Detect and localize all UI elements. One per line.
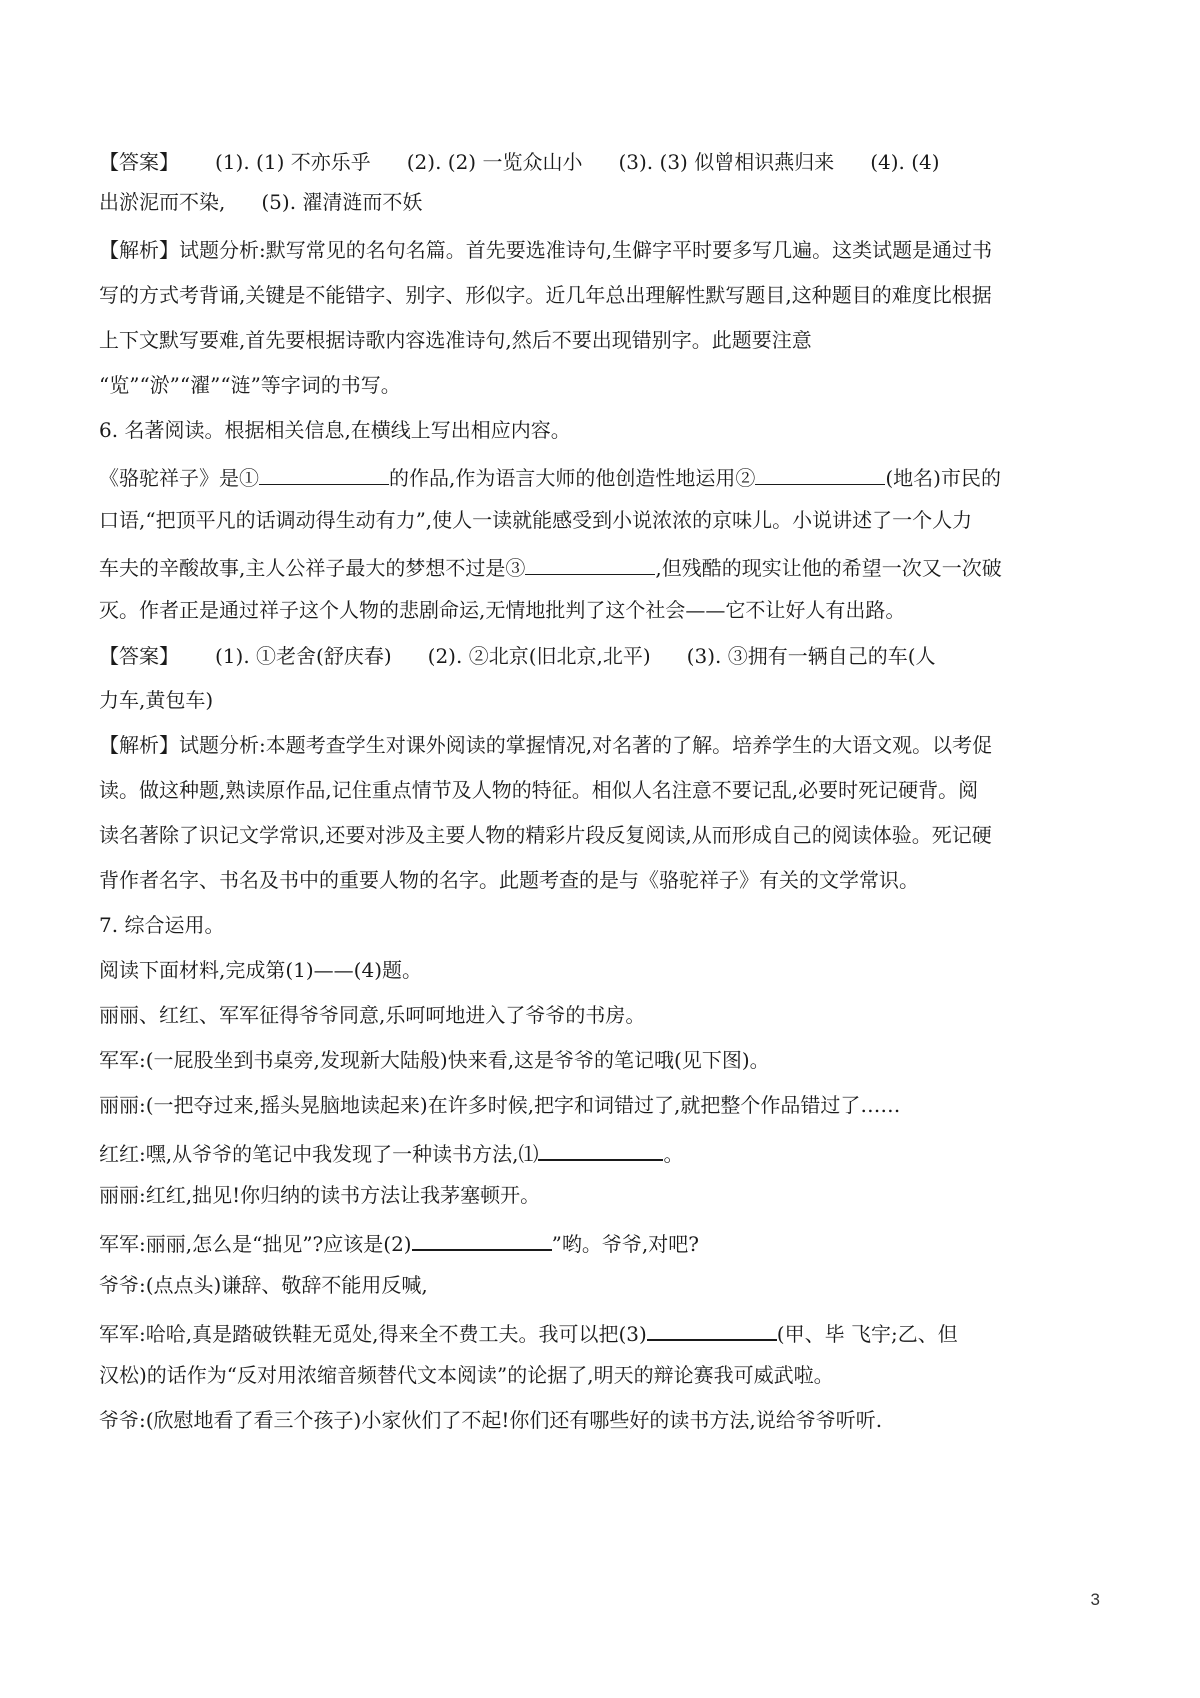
q7-dialogue-line <box>99 1138 683 1166</box>
q7-text: 。 <box>663 1142 684 1166</box>
q7-dialogue-line: 汉松)的话作为“反对用浓缩音频替代文本阅读”的论据了,明天的辩论赛我可威武啦。 <box>99 1363 834 1387</box>
q6-analysis-line: 读。做这种题,熟读原作品,记住重点情节及人物的特征。相似人名注意不要记乱,必要时死记硬背。阅 <box>99 778 979 802</box>
q6-paragraph-line: 口语,“把顶平凡的话调动得生动有力”,使人一读就能感受到小说浓浓的京味儿。小说讲述了一个人力 <box>99 508 973 532</box>
q7-dialogue-line: 丽丽:(一把夺过来,摇头晃脑地读起来)在许多时候,把字和词错过了,就把整个作品错过了…… <box>99 1093 901 1117</box>
q7-text: ”哟。爷爷,对吧? <box>551 1232 699 1256</box>
q7-text: 红红:嘿,从爷爷的笔记中我发现了一种读书方法,⑴ <box>99 1142 539 1166</box>
page-number: 3 <box>1090 1590 1100 1609</box>
answer-blank-3[interactable] <box>525 553 655 575</box>
answer-tag: 【答案】 <box>99 644 179 668</box>
q6-answer-line <box>99 644 936 668</box>
answer-4-start: (4). (4) <box>870 150 940 174</box>
q7-text: (甲、毕 飞宇;乙、但 <box>776 1322 958 1346</box>
q7-title: 7. 综合运用。 <box>99 913 225 937</box>
answer-blank-1[interactable] <box>259 463 389 485</box>
q5-analysis-line: 【解析】试题分析:默写常见的名句名篇。首先要选准诗句,生僻字平时要多写几遍。这类试题是通过书 <box>99 238 993 262</box>
answer-2: (2). ②北京(旧北京,北平) <box>427 644 651 668</box>
q7-dialogue-line <box>99 1228 699 1256</box>
q7-dialogue-line: 爷爷:(点点头)谦辞、敬辞不能用反喊, <box>99 1273 428 1297</box>
answer-1: (1). (1) 不亦乐乎 <box>215 150 371 174</box>
q7-dialogue-line: 爷爷:(欣慰地看了看三个孩子)小家伙们了不起!你们还有哪些好的读书方法,说给爷爷听听. <box>99 1408 883 1432</box>
q5-analysis-line: 上下文默写要难,首先要根据诗歌内容选准诗句,然后不要出现错别字。此题要注意 <box>99 328 812 352</box>
q6-answer-line-2: 力车,黄包车) <box>99 688 214 712</box>
q5-answer-line-2 <box>99 190 422 214</box>
answer-blank-2[interactable] <box>755 463 885 485</box>
answer-blank-q7-1[interactable] <box>538 1138 663 1161</box>
q6-text: 《骆驼祥子》是① <box>99 466 259 490</box>
q7-text: 军军:丽丽,怎么是“拙见”?应该是(2) <box>99 1232 412 1256</box>
answer-4-end: 出淤泥而不染, <box>99 190 226 214</box>
q6-text: ,但残酷的现实让他的希望一次又一次破 <box>655 556 1002 580</box>
q7-dialogue-line: 丽丽、红红、军军征得爷爷同意,乐呵呵地进入了爷爷的书房。 <box>99 1003 646 1027</box>
q7-dialogue-line: 丽丽:红红,拙见!你归纳的读书方法让我茅塞顿开。 <box>99 1183 541 1207</box>
q7-text: 军军:哈哈,真是踏破铁鞋无觅处,得来全不费工夫。我可以把(3) <box>99 1322 647 1346</box>
q6-text: 的作品,作为语言大师的他创造性地运用② <box>389 466 756 490</box>
q7-intro: 阅读下面材料,完成第(1)——(4)题。 <box>99 958 423 982</box>
q6-analysis-line: 背作者名字、书名及书中的重要人物的名字。此题考查的是与《骆驼祥子》有关的文学常识。 <box>99 868 919 892</box>
answer-2: (2). (2) 一览众山小 <box>406 150 583 174</box>
q6-analysis-line: 【解析】试题分析:本题考查学生对课外阅读的掌握情况,对名著的了解。培养学生的大语文观。以考促 <box>99 733 993 757</box>
answer-3: (3). ③拥有一辆自己的车(人 <box>686 644 936 668</box>
answer-5: (5). 濯清涟而不妖 <box>261 190 423 214</box>
q6-paragraph-line <box>99 553 1002 580</box>
q6-paragraph-line <box>99 463 1001 490</box>
q7-dialogue-line <box>99 1318 958 1346</box>
q6-text: 车夫的辛酸故事,主人公祥子最大的梦想不过是③ <box>99 556 526 580</box>
q7-dialogue-line: 军军:(一屁股坐到书桌旁,发现新大陆般)快来看,这是爷爷的笔记哦(见下图)。 <box>99 1048 770 1072</box>
q6-analysis-line: 读名著除了识记文学常识,还要对涉及主要人物的精彩片段反复阅读,从而形成自己的阅读体验。死记硬 <box>99 823 992 847</box>
answer-3: (3). (3) 似曾相识燕归来 <box>618 150 835 174</box>
answer-tag: 【答案】 <box>99 150 179 174</box>
q6-text: (地名)市民的 <box>885 466 1001 490</box>
q6-paragraph-line: 灭。作者正是通过祥子这个人物的悲剧命运,无情地批判了这个社会——它不让好人有出路。 <box>99 598 906 622</box>
answer-blank-q7-2[interactable] <box>412 1228 552 1251</box>
q5-analysis-line: 写的方式考背诵,关键是不能错字、别字、形似字。近几年总出理解性默写题目,这种题目的难度比根据 <box>99 283 992 307</box>
answer-blank-q7-3[interactable] <box>647 1318 777 1341</box>
answer-1: (1). ①老舍(舒庆春) <box>215 644 392 668</box>
q5-answer-line <box>99 150 940 174</box>
q5-analysis-line: “览”“淤”“濯”“涟”等字词的书写。 <box>99 373 401 397</box>
q6-title: 6. 名著阅读。根据相关信息,在横线上写出相应内容。 <box>99 418 571 442</box>
